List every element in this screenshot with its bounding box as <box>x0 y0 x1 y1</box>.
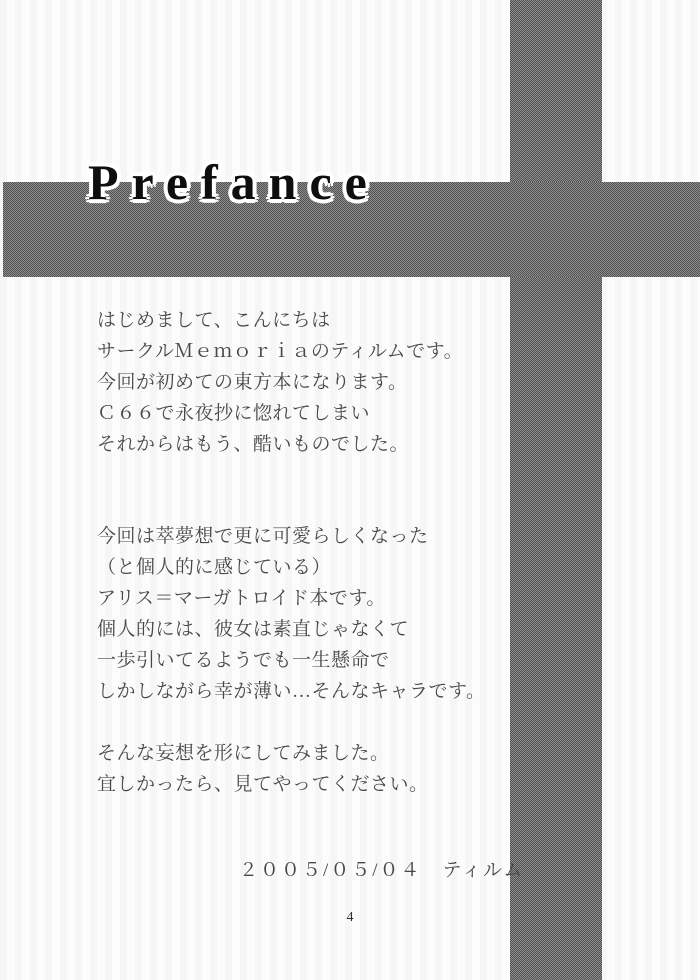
paragraph-closing <box>97 738 429 800</box>
text-line: そんな妄想を形にしてみました。 <box>97 743 390 764</box>
text-line: （と個人的に感じている） <box>97 557 332 578</box>
text-line: はじめまして、こんにちは <box>97 310 331 331</box>
date-signature: ２００５/０５/０４ ティルム <box>239 860 525 881</box>
paragraph-about-character <box>97 521 485 707</box>
text-line: 今回が初めての東方本になります。 <box>97 372 408 393</box>
text-line: サークルＭｅｍｏｒｉａのティルムです。 <box>97 341 464 362</box>
cross-vertical-bar <box>510 0 602 980</box>
text-line: 一歩引いてるようでも一生懸命で <box>97 650 390 671</box>
text-line: 個人的には、彼女は素直じゃなくて <box>97 619 410 640</box>
text-line: 宜しかったら、見てやってください。 <box>97 774 429 795</box>
text-line: 今回は萃夢想で更に可愛らしくなった <box>97 526 429 547</box>
text-line: しかしながら幸が薄い…そんなキャラです。 <box>97 681 486 702</box>
page-number: 4 <box>346 910 354 925</box>
paragraph-intro <box>97 305 463 460</box>
page-title: Prefance <box>88 154 380 210</box>
text-line: それからはもう、酷いものでした。 <box>97 434 410 455</box>
text-line: Ｃ６６で永夜抄に惚れてしまい <box>97 403 371 424</box>
text-line: アリス＝マーガトロイド本です。 <box>97 588 386 609</box>
